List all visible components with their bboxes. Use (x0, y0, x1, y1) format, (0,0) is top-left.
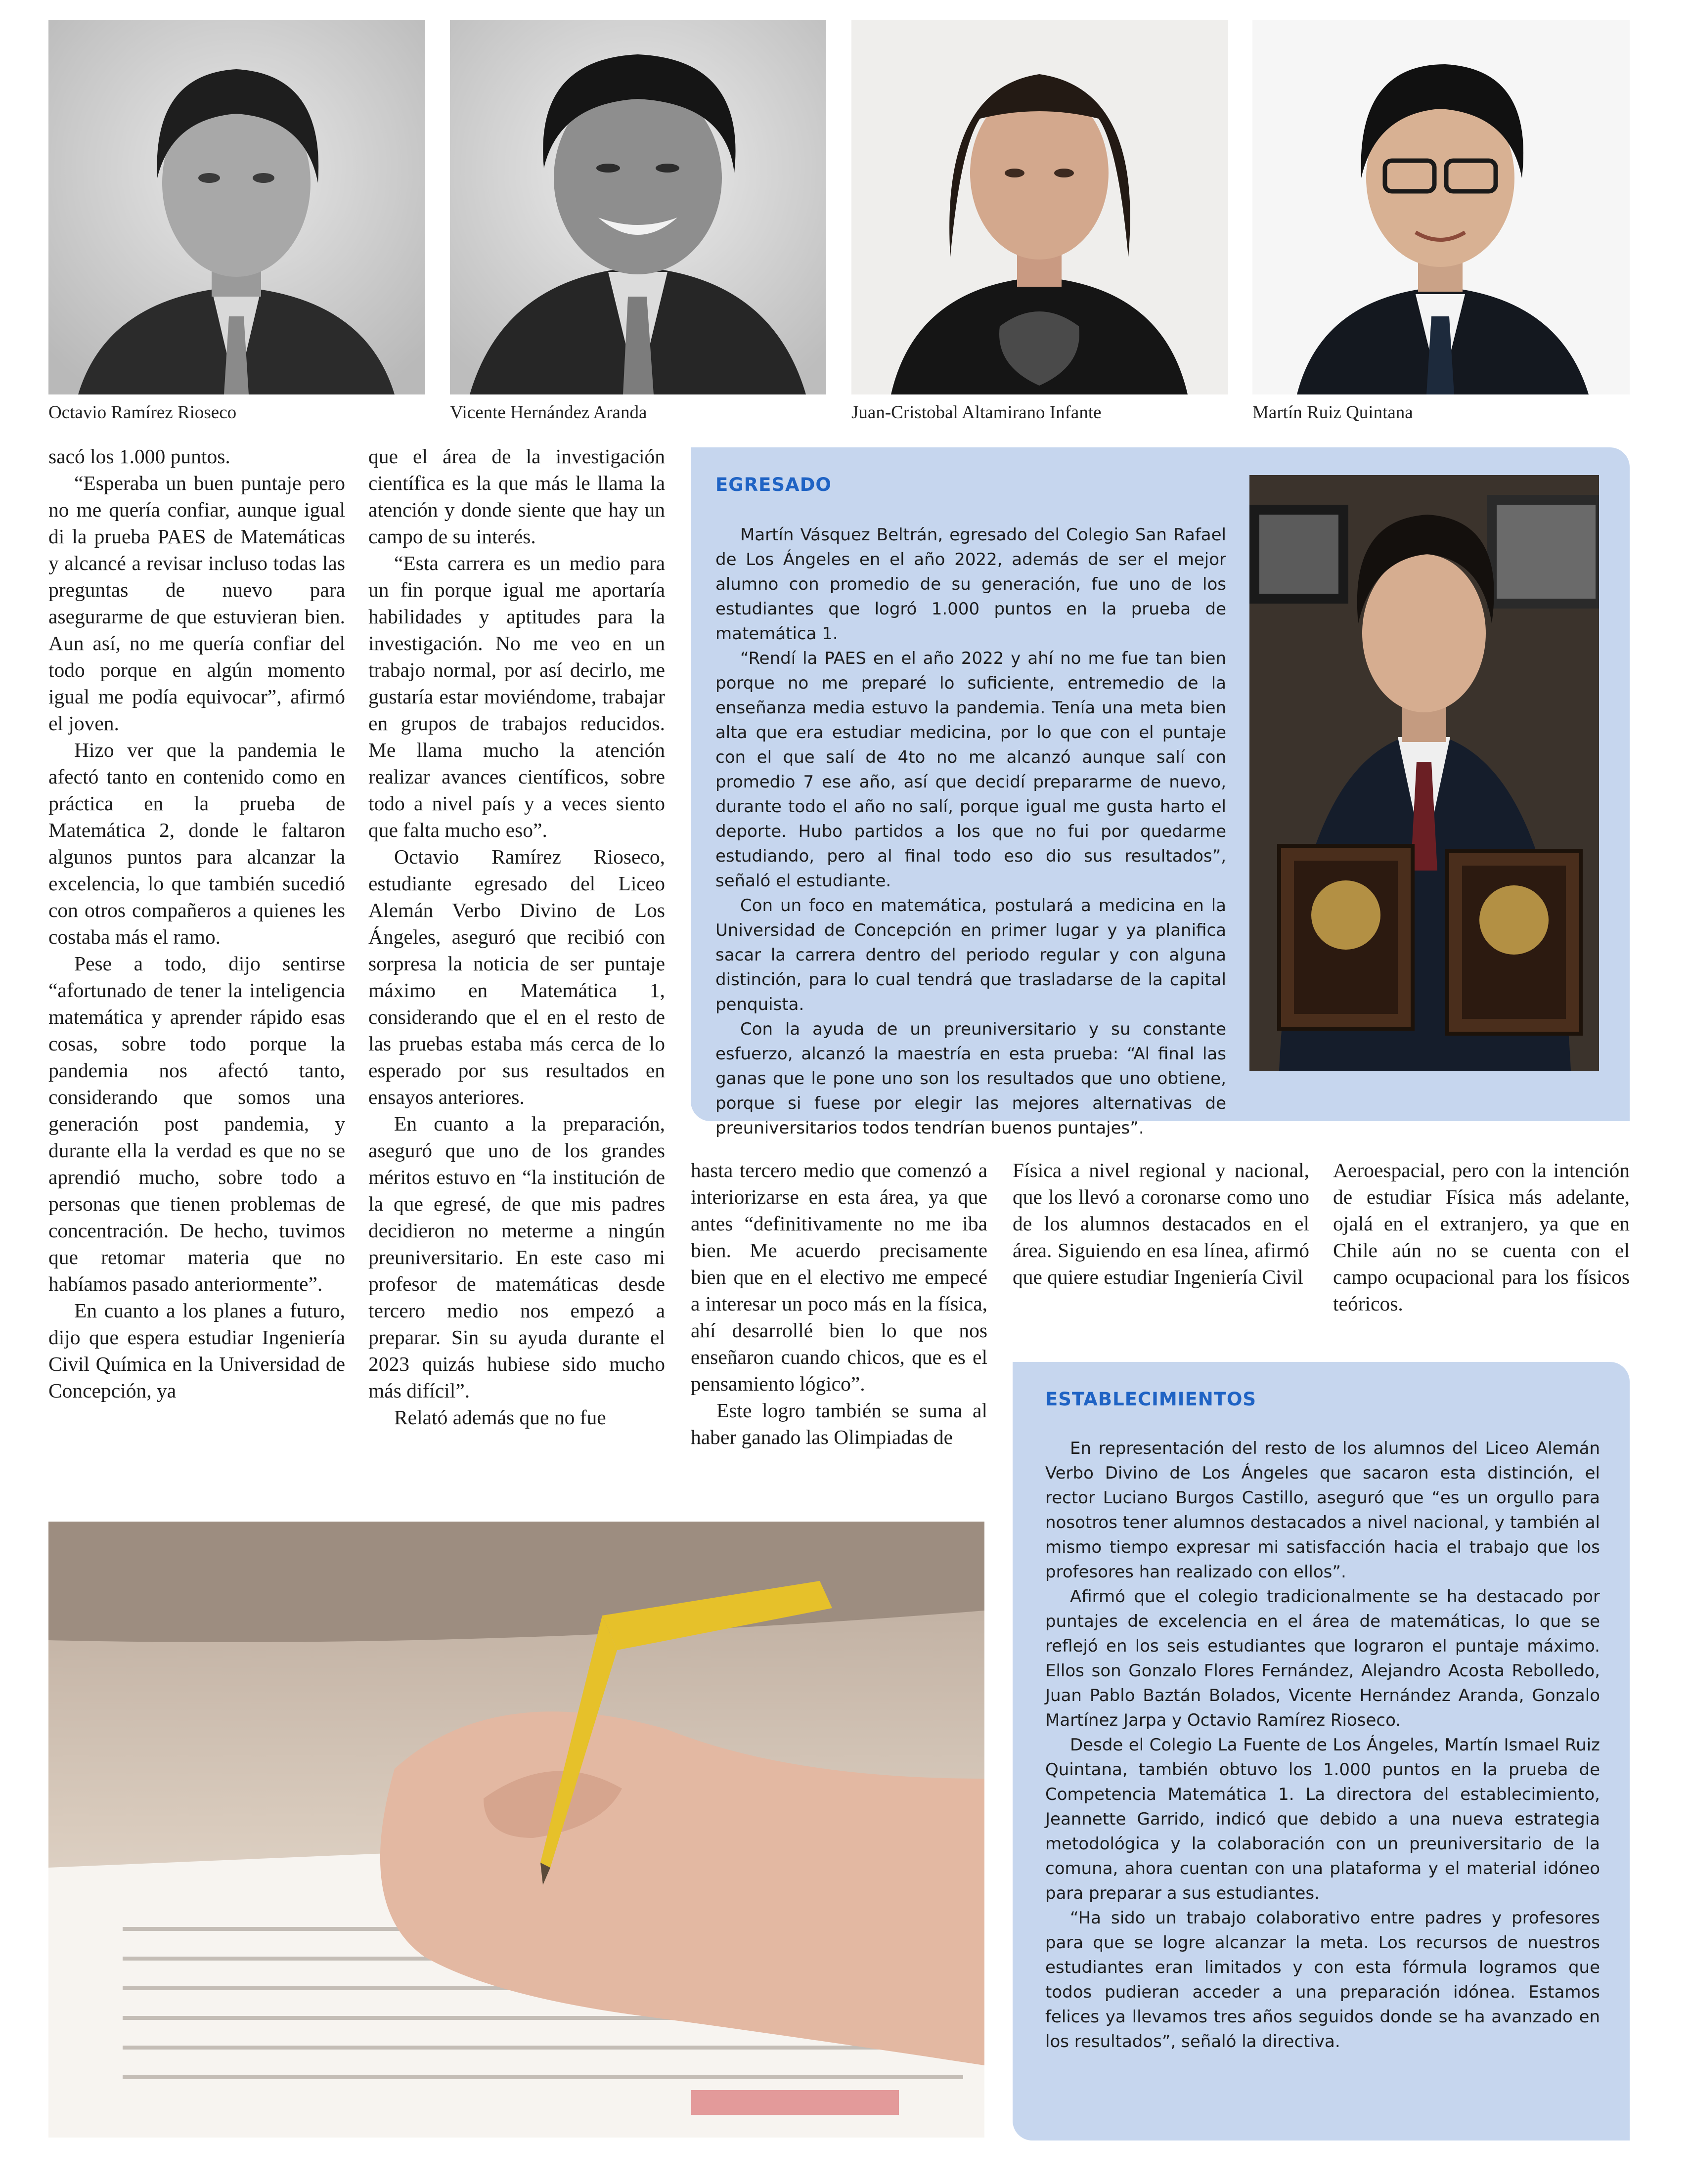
egresado-photo (1249, 475, 1599, 1071)
exam-pencil-photo (48, 1522, 984, 2138)
establecimientos-title: ESTABLECIMIENTOS (1045, 1389, 1257, 1410)
article-paragraph: “Esta carrera es un medio para un fin porque igual me aportaría habilidades y aptitudes para la investigación. No me veo en un trabajo normal, por así decirlo, me gustaría estar moviéndome, trabajar en grupos de trabajos reducidos. Me llama mucho la atención realizar avances científicos, sobre todo a nivel país y a veces siento que falta mucho eso”. (368, 552, 665, 841)
article-column-5 (1333, 1157, 1630, 1317)
article-paragraph: Aeroespacial, pero con la intención de estudiar Física más adelante, ojalá en el extranjero, ya que en Chile aún no se cuenta con el campo ocupacional para los físicos teóricos. (1333, 1159, 1630, 1315)
article-paragraph: Pese a todo, dijo sentirse “afortunado de tener la inteligencia matemática y aprender rápido esas cosas, sobre todo porque la pandemia nos afectó tanto, considerando que somos una generación post pandemia, y durante ella la verdad es que no se aprendió mucho, sobre todo a personas que tienen problemas de concentración. De hecho, tuvimos que retomar materia que no habíamos pasado anteriormente”. (48, 952, 345, 1295)
portrait-caption-3: Juan-Cristobal Altamirano Infante (851, 402, 1102, 423)
portrait-photo-1 (48, 20, 425, 394)
establecimientos-paragraph: Afirmó que el colegio tradicionalmente se ha destacado por puntajes de excelencia en el área de matemáticas, lo que se reflejó en los seis estudiantes que lograron el puntaje máximo. Ellos son Gonzalo Flores Fernández, Alejandro Acosta Rebolledo, Juan Pablo Baztán Bolados, Vicente Hernández Aranda, Gonzalo Martínez Jarpa y Octavio Ramírez Rioseco. (1045, 1587, 1600, 1730)
portrait-caption-4: Martín Ruiz Quintana (1252, 402, 1413, 423)
article-paragraph: Relató además que no fue (394, 1406, 606, 1429)
egresado-paragraph: Martín Vásquez Beltrán, egresado del Colegio San Rafael de Los Ángeles en el año 2022, además de ser el mejor alumno con promedio de su generación, fue uno de los estudiantes que logró 1.000 puntos en la prueba de matemática 1. (715, 525, 1226, 644)
portrait-photo-2 (450, 20, 826, 394)
article-paragraph: Hizo ver que la pandemia le afectó tanto en contenido como en práctica en la prueba de Matemática 2, donde le faltaron algunos puntos para alcanzar la excelencia, lo que también sucedió con otros compañeros a quienes les costaba más el ramo. (48, 739, 345, 948)
article-paragraph: “Esperaba un buen puntaje pero no me quería confiar, aunque igual di la prueba PAES de Matemáticas y alcancé a revisar incluso todas las preguntas de nuevo para asegurarme de que estuvieran bien. Aun así, no me quería confiar del todo porque en algún momento igual me podía equivocar”, afirmó el joven. (48, 472, 345, 735)
article-paragraph: hasta tercero medio que comenzó a interiorizarse en esta área, ya que antes “definitivamente no me iba bien. Me acuerdo precisamente bien que en el electivo me empecé a interesar un poco más en la física, ahí desarrollé bien lo que nos enseñaron cuando chicos, que es el pensamiento lógico”. (691, 1159, 987, 1395)
portrait-caption-2: Vicente Hernández Aranda (450, 402, 647, 423)
egresado-paragraph: Con un foco en matemática, postulará a medicina en la Universidad de Concepción en primer lugar y ya planifica sacar la carrera dentro del periodo regular y con alguna distinción, para lo cual tendrá que trasladarse de la capital penquista. (715, 896, 1226, 1014)
egresado-paragraph: “Rendí la PAES en el año 2022 y ahí no me fue tan bien porque no me preparé lo suficiente, entremedio de la enseñanza media estuvo la pandemia. Tenía una meta bien alta que era estudiar medicina, por lo que con el puntaje con el que salí de 4to no me alcanzó aunque salí con promedio 7 ese año, así que decidí prepararme de nuevo, durante todo el año no salí, porque igual me gusta harto el deporte. Hubo partidos a los que no fui por quedarme estudiando, pero al final todo eso dio sus resultados”, señaló el estudiante. (715, 649, 1226, 891)
article-column-3 (691, 1157, 987, 1450)
article-paragraph: En cuanto a la preparación, aseguró que uno de los grandes méritos estuvo en “la institución de la que egresé, de que mis padres decidieron no meterme a ningún preuniversitario. En este caso mi profesor de matemáticas desde tercero medio nos empezó a preparar. Sin su ayuda durante el 2023 quizás hubiese sido mucho más difícil”. (368, 1112, 665, 1402)
article-paragraph: sacó los 1.000 puntos. (48, 445, 230, 468)
article-paragraph: Octavio Ramírez Rioseco, estudiante egresado del Liceo Alemán Verbo Divino de Los Ángeles, aseguró que recibió con sorpresa la noticia de ser puntaje máximo en Matemática 1, considerando que el en el resto de las pruebas estaba más cerca de lo esperado por sus resultados en ensayos anteriores. (368, 845, 665, 1108)
egresado-paragraph: Con la ayuda de un preuniversitario y su constante esfuerzo, alcanzó la maestría en esta prueba: “Al final las ganas que le pone uno son los resultados que uno obtiene, porque si fuese por elegir las mejores alternativas de preuniversitarios todos tendrían buenos puntajes”. (715, 1019, 1226, 1138)
establecimientos-text (1045, 1436, 1600, 2054)
establecimientos-paragraph: En representación del resto de los alumnos del Liceo Alemán Verbo Divino de Los Ángeles que sacaron esta distinción, el rector Luciano Burgos Castillo, aseguró que “es un orgullo para nosotros tener alumnos destacados a nivel nacional, y también al mismo tiempo expresar mi satisfacción hacia el trabajo que los profesores han realizado con ellos”. (1045, 1439, 1600, 1582)
article-paragraph: En cuanto a los planes a futuro, dijo que espera estudiar Ingeniería Civil Química en la Universidad de Concepción, ya (48, 1299, 345, 1402)
egresado-title: EGRESADO (715, 474, 832, 495)
article-paragraph: que el área de la investigación científica es la que más le llama la atención y donde siente que hay un campo de su interés. (368, 445, 665, 548)
portrait-photo-4 (1252, 20, 1630, 394)
portrait-photo-3 (851, 20, 1228, 394)
portrait-caption-1: Octavio Ramírez Rioseco (48, 402, 237, 423)
article-column-1 (48, 443, 345, 1404)
establecimientos-paragraph: “Ha sido un trabajo colaborativo entre padres y profesores para que se logre alcanzar la meta. Los recursos de nuestros estudiantes eran limitados y con esta fórmula logramos que todos pudieran acceder a una preparación idónea. Estamos felices ya llevamos tres años seguidos donde se ha avanzado en los resultados”, señaló la directiva. (1045, 1908, 1600, 2052)
egresado-text (715, 523, 1226, 1140)
article-paragraph: Este logro también se suma al haber ganado las Olimpiadas de (691, 1399, 987, 1448)
article-column-2 (368, 443, 665, 1431)
article-column-4 (1013, 1157, 1309, 1290)
egresado-sidebar (691, 447, 1630, 1138)
article-paragraph: Física a nivel regional y nacional, que los llevó a coronarse como uno de los alumnos destacados en el área. Siguiendo en esa línea, afirmó que quiere estudiar Ingeniería Civil (1013, 1159, 1309, 1288)
establecimientos-paragraph: Desde el Colegio La Fuente de Los Ángeles, Martín Ismael Ruiz Quintana, también obtuvo los 1.000 puntos en la prueba de Competencia Matemática 1. La directora del establecimiento, Jeannette Garrido, indicó que debido a una nueva estrategia metodológica y la colaboración con un preuniversitario de la comuna, ahora cuentan con una plataforma y el material idóneo para preparar a sus estudiantes. (1045, 1735, 1600, 1903)
establecimientos-sidebar (1013, 1362, 1630, 2140)
